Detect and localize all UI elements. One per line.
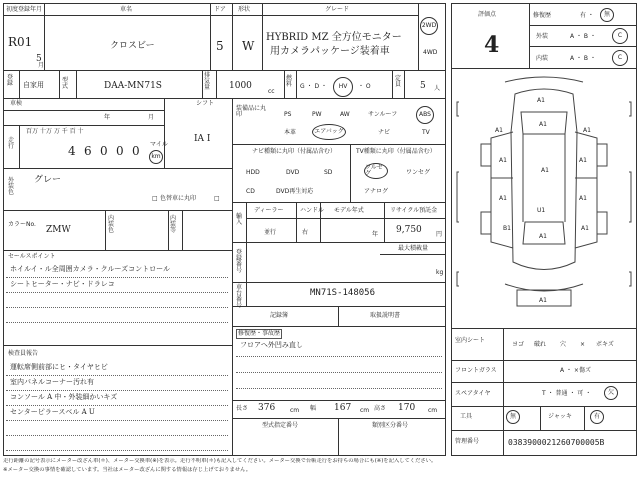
diagram-label: A1 [499, 157, 507, 164]
footer [3, 458, 637, 478]
length-value: 376 [258, 403, 276, 413]
diagram-label: A1 [495, 127, 503, 134]
color-number-label: カラーNo. [8, 221, 36, 228]
nav-hdd: HDD [246, 169, 260, 176]
equipment-abs-circle: ABS [416, 106, 434, 124]
width-value: 167 [334, 403, 352, 413]
equipment-leather: 本革 [284, 129, 297, 136]
shift-value: IA I [194, 134, 211, 144]
recycle-unit: 円 [436, 231, 443, 238]
inspection-label: 車検 [10, 100, 23, 107]
recycle-label: リサイクル預託金 [390, 207, 438, 214]
tv-fullseg-circle: フルセグ [364, 163, 388, 179]
displacement-unit: cc [268, 88, 275, 95]
diagram-label: A1 [583, 127, 591, 134]
reg-number-label: 登録番号 [236, 249, 243, 274]
chassis-label: 車台番号 [236, 284, 243, 309]
fuel-other: ・ O [358, 83, 371, 90]
color-change-box2: □ [214, 195, 220, 202]
color-number-value: ZMW [46, 225, 71, 235]
seat-option: 穴 [560, 341, 567, 348]
category-label: 類別区分番号 [372, 422, 409, 429]
nav-type-label: ナビ種類に丸印（付属品含む） [252, 148, 337, 155]
exterior-grade-circle: C [612, 28, 628, 44]
equipment-navi: ナビ [378, 129, 391, 136]
diagram-label: A1 [579, 157, 587, 164]
capacity-unit: 人 [434, 85, 441, 92]
nav-cd: CD [246, 188, 255, 195]
notes-label: 検査員報告 [8, 350, 39, 357]
drive-4wd-label: 4WD [423, 49, 438, 56]
seat-option: × [580, 341, 586, 348]
first-reg-month: 5 [36, 54, 42, 64]
handle-value: 右 [302, 229, 309, 236]
diagram-label: A1 [539, 233, 547, 240]
diagram-label: A1 [581, 225, 589, 232]
equipment-airbag-circle: エアバッグ [312, 124, 346, 140]
repair-history-label: 修復歴・事故歴 [238, 330, 281, 337]
height-unit: cm [428, 407, 438, 414]
mileage-label: 走行 [8, 137, 15, 150]
grade-value-line2: 用カメラパッケージ装着車 [270, 46, 390, 57]
exterior-grade-options: A ・ B ・ [570, 33, 596, 40]
sales-points-label: セールスポイント [8, 253, 56, 260]
seat-label: 室内シート [455, 337, 486, 344]
exterior-label: 外装色 [8, 177, 15, 196]
fuel-label: 燃料 [286, 75, 293, 88]
mileage-digit: 0 [132, 144, 140, 158]
footer-note-line1: 走行距離の記号表示にメーター改ざん車(＊)、メーター交換車(※)を表示。走行不明車(＊)も記入してください。メーター交換で台帳走行をお持ちの場合にも(※)を記入してください。 [3, 458, 437, 464]
interior-grade-label: 内装 [536, 55, 549, 62]
first-reg-label: 初度登録年月 [6, 6, 43, 13]
record-book-label: 記録簿 [270, 312, 289, 319]
diagram-label: A1 [579, 195, 587, 202]
dealer-label: ディーラー [254, 207, 284, 214]
diagram-label: A1 [539, 121, 547, 128]
mgmt-number-value: 0383900021260700005B [508, 438, 605, 447]
mileage-digits-label: 百万 十万 万 千 百 十 [26, 128, 84, 135]
equipment-pw: PW [312, 111, 322, 118]
model-code-value: DAA-MN71S [104, 81, 162, 91]
chassis-value: MN71S-148056 [310, 288, 376, 298]
score-value: 4 [484, 32, 500, 58]
mileage-digit: 0 [116, 144, 124, 158]
tv-oneseg: ワンセグ [406, 169, 431, 176]
fuel-options: G ・ D ・ [300, 83, 327, 90]
dealer-value: 並行 [264, 229, 277, 236]
width-label: 幅 [310, 405, 317, 412]
color-change-box: □ [152, 195, 158, 202]
diagram-label: A1 [539, 297, 547, 304]
diagram-label: A1 [499, 195, 507, 202]
interior-grade-circle: C [612, 50, 628, 66]
tv-analog: アナログ [364, 188, 389, 195]
first-reg-month-unit: 月 [38, 62, 45, 69]
seat-option: ボキズ [596, 341, 614, 348]
exterior-value: グレー [34, 175, 62, 185]
mileage-km-circle: km [149, 150, 163, 164]
jack-label: ジャッキ [548, 413, 572, 420]
mileage-mile-label: マイル [150, 141, 168, 148]
inspection-month-unit: 月 [148, 114, 155, 121]
height-value: 170 [398, 403, 416, 413]
doors-value: 5 [216, 39, 224, 53]
plate-label: 内装等 [170, 215, 177, 234]
equipment-aw: AW [340, 111, 350, 118]
reg-type-label: 登録 [7, 74, 14, 87]
mileage-digits [60, 145, 150, 159]
model-name-label: 車名 [120, 6, 133, 13]
import-label: 輸入 [236, 213, 243, 226]
length-unit: cm [290, 407, 300, 414]
inspector-note-line: 運転席側前部にヒ・タイヤヒビ [10, 363, 108, 371]
max-load-unit: kg [436, 269, 444, 276]
doors-label: ドア [214, 6, 226, 13]
body-value: W [242, 39, 255, 53]
equipment-sunroof: サンルーフ [368, 111, 398, 118]
spare-tire-options: T ・ 普通 ・ 可 ・ [542, 390, 592, 397]
equipment-label: 装備品に丸印 [236, 105, 267, 118]
handle-label: ハンドル [300, 207, 325, 214]
inspection-year-unit: 年 [104, 114, 111, 121]
inspector-note-line: センターピラースベル A U [10, 408, 95, 416]
repair-status-options: 有 ・ [580, 12, 594, 19]
score-label: 評価点 [478, 11, 497, 18]
trim-label: 内装色 [108, 215, 115, 234]
inspector-note-line: コンソール A 中・外装細かいキズ [10, 393, 118, 401]
drive-2wd-circle: 2WD [420, 17, 438, 35]
body-label: 形状 [238, 6, 251, 13]
model-year-unit: 年 [372, 231, 379, 238]
diagram-label: B1 [503, 225, 511, 232]
grade-label: グレード [325, 6, 350, 13]
tv-type-label: TV種類に丸印（付属品含む） [356, 148, 436, 155]
height-label: 高さ [374, 405, 387, 412]
seat-option: 破れ [534, 341, 547, 348]
tools-label: 工具 [460, 413, 473, 420]
length-label: 長さ [236, 405, 249, 412]
manual-label: 取扱説明書 [370, 312, 401, 319]
sales-point-line: シートヒーター・ナビ・ドラレコ [10, 280, 115, 288]
mgmt-number-label: 管理番号 [455, 438, 480, 445]
grade-value-line1: HYBRID MZ 全方位モニター [266, 32, 402, 43]
footer-note-line2: ※メーター交換の事情を確認しています。当社はメーター改ざんに関する情報は存じ上げておりません。 [3, 467, 251, 473]
seat-option: ヨゴ [512, 341, 525, 348]
equipment-ps: PS [284, 111, 292, 118]
sales-point-line: ホイルイ・ル全周囲カメラ・クルーズコントロール [10, 265, 170, 273]
recycle-value: 9,750 [396, 225, 422, 235]
capacity-value: 5 [420, 81, 426, 91]
exterior-grade-label: 外装 [536, 33, 549, 40]
glass-label: フロントガラス [455, 367, 497, 374]
mileage-digit: 4 [68, 144, 76, 158]
model-code-label: 型式 [62, 77, 69, 90]
max-load-label: 最大積載量 [398, 245, 429, 252]
nav-sd: SD [324, 169, 333, 176]
diagram-label: U1 [537, 207, 546, 214]
inspector-note-line: 室内パネルコーナー汚れ有 [10, 378, 94, 386]
car-damage-diagram [455, 72, 633, 322]
type-designation-label: 型式指定番号 [262, 422, 299, 429]
displacement-label: 排気量 [204, 72, 211, 91]
nav-dvd: DVD [286, 169, 300, 176]
repair-status-label: 修復歴 [533, 12, 552, 19]
color-change-note: 色替車に丸印 [160, 195, 197, 202]
first-reg-value: R01 [8, 35, 33, 49]
tools-none-circle: 無 [506, 410, 520, 424]
model-name-value: クロスビー [110, 41, 155, 51]
capacity-label: 定員 [395, 75, 402, 88]
nav-dvd-play: DVD再生対応 [276, 188, 314, 195]
displacement-value: 1000 [229, 81, 252, 91]
spare-tire-label: スペアタイヤ [455, 390, 491, 397]
diagram-label: A1 [541, 167, 549, 174]
reg-type-value: 自家用 [23, 81, 44, 89]
repair-history-value: フロアへ外凹み直し [240, 341, 303, 349]
mileage-digit: 0 [100, 144, 108, 158]
spare-missing-circle: 欠 [604, 386, 618, 400]
glass-value: A ・ ×傷ズ [560, 367, 591, 374]
jack-present-circle: 有 [590, 410, 604, 424]
diagram-label: A1 [537, 97, 545, 104]
mileage-digit: 6 [84, 144, 92, 158]
equipment-tv: TV [422, 129, 430, 136]
repair-none-circle: 無 [600, 8, 614, 22]
width-unit: cm [360, 407, 370, 414]
shift-label: シフト [196, 100, 215, 107]
model-year-label: モデル年式 [334, 207, 364, 214]
fuel-hv-circle: HV [333, 77, 353, 97]
interior-grade-options: A ・ B ・ [570, 55, 596, 62]
